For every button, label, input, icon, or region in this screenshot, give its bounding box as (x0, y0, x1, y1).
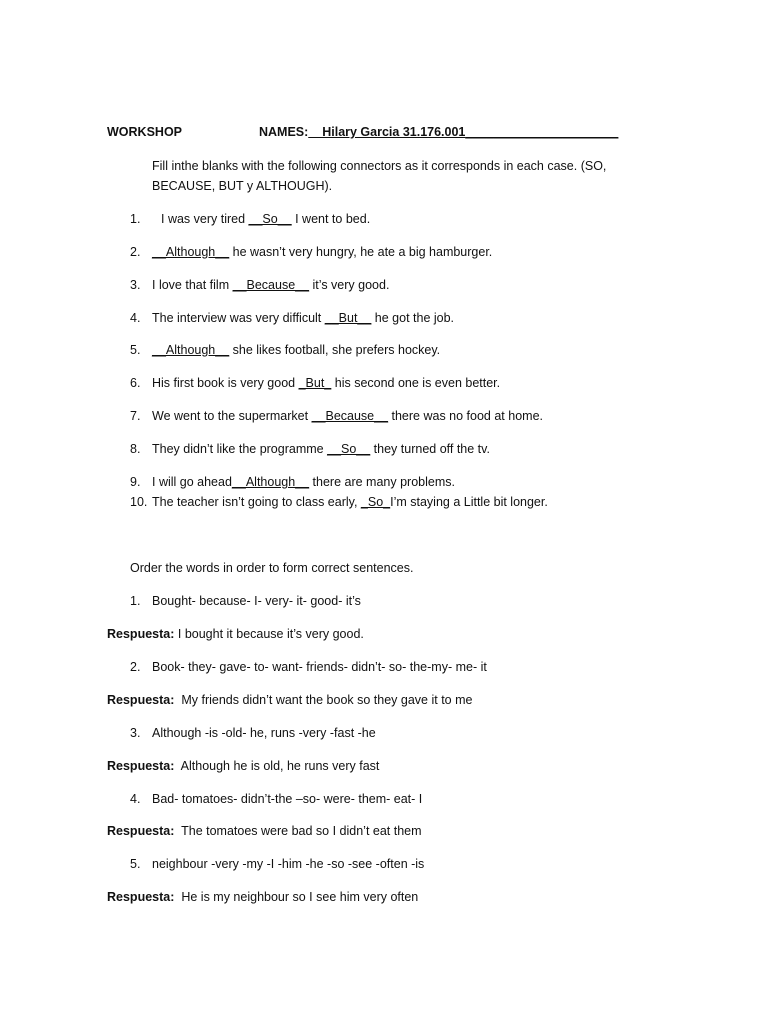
ordering-item (130, 791, 422, 808)
item-number: 2. (130, 660, 141, 674)
item-text-after: I went to bed. (291, 212, 371, 226)
item-answer: __So__ (248, 212, 292, 226)
workshop-heading: WORKSHOP (107, 125, 182, 139)
item-answer: __But__ (324, 311, 372, 325)
item-number: 7. (130, 409, 141, 423)
item-number: 10. (130, 495, 148, 509)
answer-label: Respuesta: (107, 759, 175, 773)
item-text-after: there was no food at home. (388, 409, 543, 423)
item-answer: __Because__ (232, 278, 310, 292)
item-answer: __So__ (327, 442, 371, 456)
ordering-item (130, 593, 361, 610)
scrambled-words: Bought- because- I- very- it- good- it’s (152, 594, 361, 608)
names-blank: ______________________ (465, 125, 619, 139)
item-text-after: they turned off the tv. (370, 442, 490, 456)
item-text-after: there are many problems. (309, 475, 455, 489)
item-text-before: We went to the supermarket (152, 409, 312, 423)
answer-text: My friends didn’t want the book so they gave it to me (181, 693, 473, 707)
item-text-before: The interview was very difficult (152, 311, 325, 325)
item-answer: __Although__ (152, 343, 230, 357)
item-number: 4. (130, 311, 141, 325)
fill-blank-item (130, 277, 389, 294)
answer-line (107, 692, 472, 709)
item-answer: __Although__ (152, 245, 230, 259)
ordering-instruction: Order the words in order to form correct sentences. (130, 561, 414, 575)
answer-line (107, 626, 364, 643)
answer-text: The tomatoes were bad so I didn’t eat them (181, 824, 422, 838)
item-text-after: he got the job. (371, 311, 455, 325)
item-answer: __Although__ (231, 475, 310, 489)
fill-blank-item (130, 494, 548, 511)
answer-line (107, 758, 379, 775)
fill-blank-item (130, 342, 440, 359)
fill-blank-item (130, 474, 455, 491)
item-number: 4. (130, 792, 141, 806)
names-label: NAMES: (259, 125, 309, 139)
names-line (259, 124, 618, 141)
instruction-line-1: Fill inthe blanks with the following connectors as it corresponds in each case. (SO, (152, 159, 607, 173)
item-text-before: I love that film (152, 278, 233, 292)
answer-label: Respuesta: (107, 627, 175, 641)
item-number: 5. (130, 857, 141, 871)
answer-label: Respuesta: (107, 693, 175, 707)
scrambled-words: Although -is -old- he, runs -very -fast -he (152, 726, 376, 740)
item-text-after: I’m staying a Little bit longer. (390, 495, 548, 509)
item-number: 1. (130, 594, 141, 608)
item-answer: __Because__ (311, 409, 389, 423)
answer-label: Respuesta: (107, 824, 175, 838)
fill-blank-item (130, 310, 454, 327)
fill-blank-item (130, 375, 500, 392)
ordering-item (130, 856, 424, 873)
item-text-before: His first book is very good (152, 376, 299, 390)
item-number: 5. (130, 343, 141, 357)
names-value: __Hilary Garcia 31.176.001 (308, 125, 466, 139)
item-number: 2. (130, 245, 141, 259)
item-text-before: I will go ahead (152, 475, 232, 489)
scrambled-words: Bad- tomatoes- didn’t-the –so- were- them- eat- I (152, 792, 423, 806)
answer-label: Respuesta: (107, 890, 175, 904)
item-number: 9. (130, 475, 141, 489)
item-answer: _But_ (298, 376, 332, 390)
item-text-after: she likes football, she prefers hockey. (229, 343, 441, 357)
fill-blank-item (130, 441, 490, 458)
answer-text: He is my neighbour so I see him very often (181, 890, 419, 904)
answer-line (107, 889, 418, 906)
fill-blank-item (130, 408, 543, 425)
item-answer: _So_ (360, 495, 391, 509)
answer-line (107, 823, 422, 840)
item-text-before: I was very tired (161, 212, 249, 226)
item-text-before: The teacher isn’t going to class early, (152, 495, 361, 509)
ordering-item (130, 659, 487, 676)
scrambled-words: neighbour -very -my -I -him -he -so -see -often -is (152, 857, 425, 871)
item-number: 1. (130, 212, 141, 226)
answer-text: I bought it because it’s very good. (177, 627, 364, 641)
instruction-line-2: BECAUSE, BUT y ALTHOUGH). (152, 179, 333, 193)
item-number: 3. (130, 278, 141, 292)
answer-text: Although he is old, he runs very fast (180, 759, 380, 773)
item-number: 3. (130, 726, 141, 740)
item-number: 8. (130, 442, 141, 456)
fill-blank-item (130, 211, 370, 228)
ordering-item (130, 725, 376, 742)
item-text-after: his second one is even better. (331, 376, 501, 390)
scrambled-words: Book- they- gave- to- want- friends- didn’t- so- the-my- me- it (152, 660, 487, 674)
item-text-before: They didn’t like the programme (152, 442, 328, 456)
fill-blank-item (130, 244, 492, 261)
item-text-after: it’s very good. (309, 278, 390, 292)
item-number: 6. (130, 376, 141, 390)
item-text-after: he wasn’t very hungry, he ate a big hamburger. (229, 245, 493, 259)
